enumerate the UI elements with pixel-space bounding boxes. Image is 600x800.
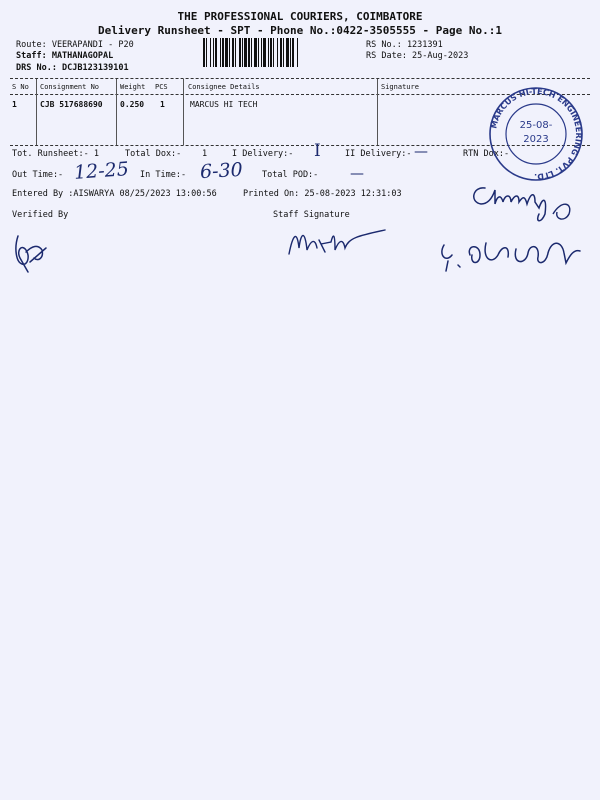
total-pod-label: Total POD:-	[262, 170, 319, 180]
staff-signature-label: Staff Signature	[273, 210, 350, 220]
barcode-bar	[277, 38, 278, 67]
barcode-bar	[203, 38, 205, 67]
barcode-bar	[206, 38, 207, 67]
company-title: THE PROFESSIONAL COURIERS, COIMBATORE	[177, 10, 423, 23]
staff-signature	[285, 222, 395, 262]
barcode-bar	[215, 38, 217, 67]
handwritten-pod: —	[350, 166, 364, 182]
barcode-bar	[210, 38, 211, 67]
barcode-bar	[286, 38, 289, 67]
barcode-bar	[213, 38, 214, 67]
handwritten-ii-delivery: —	[414, 144, 428, 160]
col-header-consignment: Consignment No	[40, 83, 100, 91]
col-divider	[116, 79, 117, 145]
col-header-weight: Weight	[120, 83, 146, 91]
ii-delivery-label: II Delivery:-	[345, 149, 412, 159]
barcode-bar	[283, 38, 284, 67]
verifier-signature	[12, 228, 52, 278]
row-consignment: CJB 517688690	[40, 100, 103, 109]
tot-runsheet: Tot. Runsheet:- 1	[12, 149, 99, 159]
barcode-bar	[261, 38, 262, 67]
rs-number: RS No.: 1231391	[366, 40, 443, 50]
handwritten-in-time: 6-30	[199, 158, 244, 184]
col-divider	[377, 79, 378, 145]
barcode-bar	[258, 38, 259, 67]
stamp-ring-text: MARCUS HI-TECH ENGINEERING PVT. LTD.	[489, 86, 584, 182]
table-top-rule	[10, 78, 590, 79]
receiver-signature-local-script	[436, 225, 586, 275]
barcode-bar	[220, 38, 221, 67]
barcode-bar	[251, 38, 252, 67]
handwritten-i-delivery: I	[314, 141, 321, 161]
barcode-bar	[225, 38, 228, 67]
verified-by-label: Verified By	[12, 210, 69, 220]
total-dox-value: 1	[202, 149, 208, 159]
barcode-bar	[222, 38, 224, 67]
route-text: Route: VEERAPANDI - P20	[16, 40, 134, 50]
barcode-bar	[235, 38, 236, 67]
col-divider	[183, 79, 184, 145]
out-time-label: Out Time:-	[12, 170, 64, 180]
col-header-consignee: Consignee Details	[188, 83, 260, 91]
barcode-bar	[242, 38, 243, 67]
barcode-bar	[273, 38, 274, 67]
row-consignee: MARCUS HI TECH	[190, 100, 258, 109]
barcode-bar	[244, 38, 247, 67]
printed-on: Printed On: 25-08-2023 12:31:03	[243, 189, 402, 199]
handwritten-out-time: 12-25	[73, 158, 130, 184]
row-pcs: 1	[160, 100, 165, 109]
row-weight: 0.250	[120, 100, 145, 109]
stamp-date-line1: 25-08-	[519, 120, 553, 131]
entered-by: Entered By :AISWARYA 08/25/2023 13:00:56	[12, 189, 217, 199]
barcode-bar	[254, 38, 257, 67]
col-header-signature: Signature	[381, 83, 419, 91]
staff-text: Staff: MATHANAGOPAL	[16, 51, 114, 61]
barcode-bar	[232, 38, 234, 67]
runsheet-subtitle: Delivery Runsheet - SPT - Phone No.:0422-3505555 - Page No.:1	[98, 24, 502, 37]
company-stamp	[486, 84, 586, 184]
i-delivery-label: I Delivery:-	[232, 149, 294, 159]
rs-date: RS Date: 25-Aug-2023	[366, 51, 469, 61]
col-header-sno: S No	[12, 83, 29, 91]
col-divider	[36, 79, 37, 145]
drs-number: DRS No.: DCJB123139101	[16, 63, 129, 73]
barcode-bar	[292, 38, 294, 67]
total-dox-label: Total Dox:-	[125, 149, 182, 159]
barcode-bar	[297, 38, 298, 67]
barcode-bar	[270, 38, 272, 67]
stamp-date-line2: 2023	[523, 134, 549, 145]
barcode-bar	[268, 38, 269, 67]
barcode-bar	[229, 38, 230, 67]
barcode-bar	[280, 38, 282, 67]
in-time-label: In Time:-	[140, 170, 187, 180]
rtn-dox-label: RTN Dox:-	[463, 149, 510, 159]
barcode-bar	[248, 38, 250, 67]
barcode	[203, 38, 360, 67]
barcode-bar	[263, 38, 266, 67]
barcode-bar	[290, 38, 291, 67]
row-sno: 1	[12, 100, 17, 109]
col-header-pcs: PCS	[155, 83, 168, 91]
barcode-bar	[239, 38, 241, 67]
